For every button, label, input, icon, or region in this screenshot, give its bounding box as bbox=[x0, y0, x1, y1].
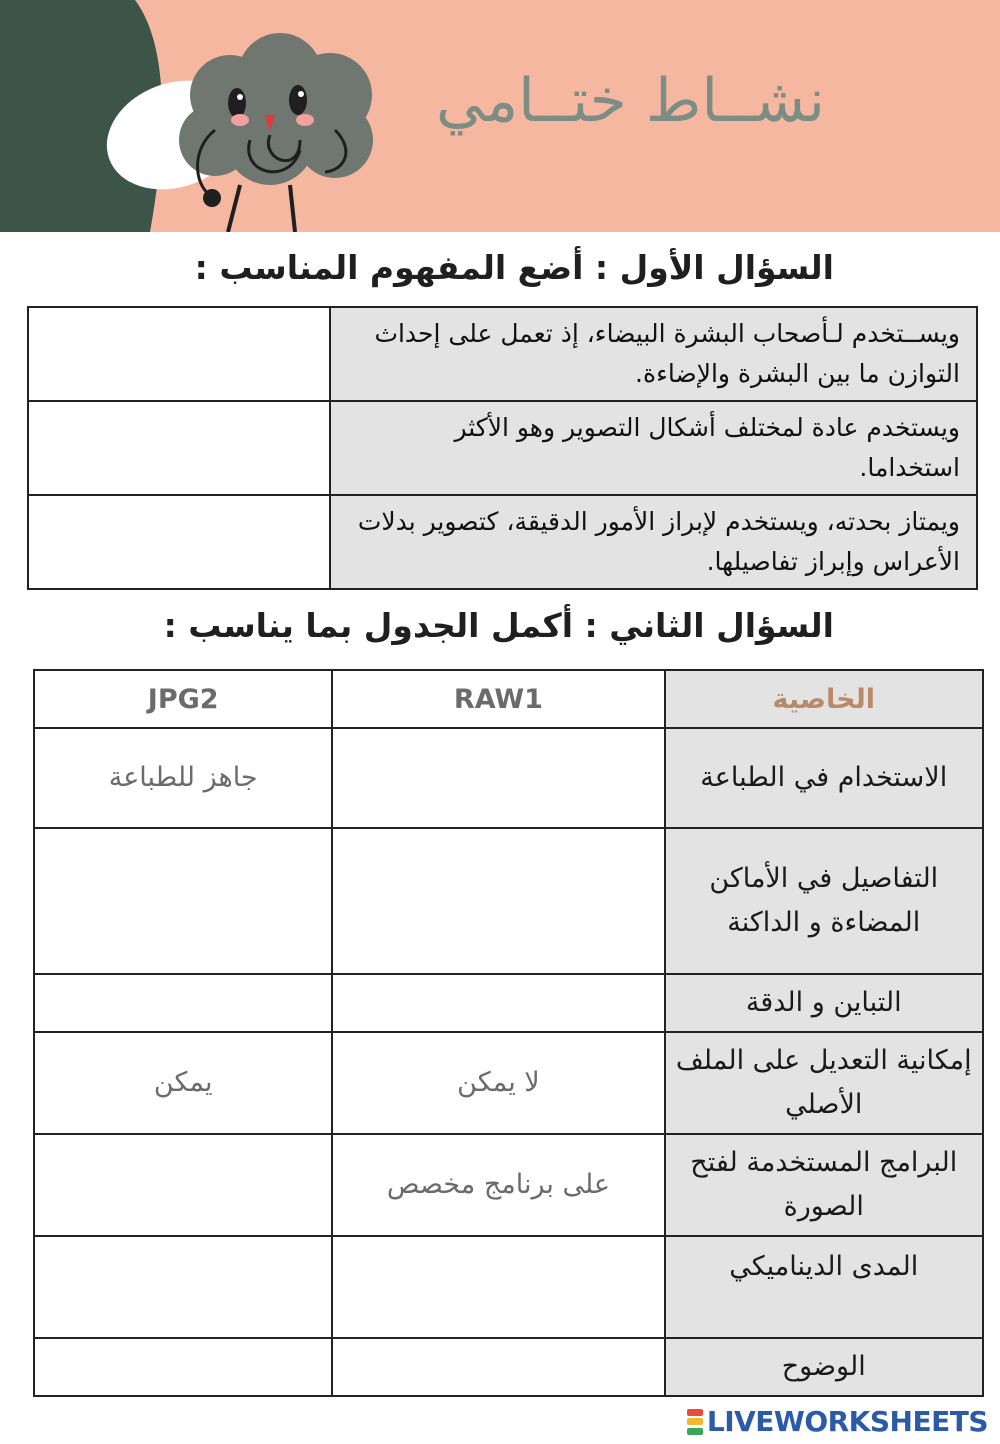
page-title: نشــاط ختــامي bbox=[435, 66, 825, 136]
raw-answer-cell[interactable]: لا يمكن bbox=[332, 1032, 664, 1134]
question2-table bbox=[33, 669, 984, 1397]
jpg-answer-cell[interactable] bbox=[34, 1134, 332, 1236]
definition-cell: ويمتاز بحدته، ويستخدم لإبراز الأمور الدقيقة، كتصوير بدلات الأعراس وإبراز تفاصيلها. bbox=[330, 495, 977, 589]
answer-input-cell[interactable] bbox=[28, 495, 330, 589]
raw-answer-cell[interactable] bbox=[332, 1236, 664, 1338]
definition-cell: ويســتخدم لـأصحاب البشرة البيضاء، إذ تعمل على إحداث التوازن ما بين البشرة والإضاءة. bbox=[330, 307, 977, 401]
raw-answer-cell[interactable] bbox=[332, 974, 664, 1032]
brand-name: LIVEWORKSHEETS bbox=[706, 1405, 988, 1438]
property-cell: التباين و الدقة bbox=[665, 974, 984, 1032]
liveworksheets-logo bbox=[687, 1405, 988, 1438]
table-row bbox=[34, 1338, 983, 1396]
question2-heading: السؤال الثاني : أكمل الجدول بما يناسب : bbox=[163, 606, 834, 645]
table-row bbox=[28, 495, 977, 589]
column-header-jpg: JPG2 bbox=[34, 670, 332, 728]
header-banner bbox=[0, 0, 1000, 232]
jpg-answer-cell[interactable]: يمكن bbox=[34, 1032, 332, 1134]
table-row bbox=[34, 974, 983, 1032]
raw-answer-cell[interactable] bbox=[332, 1338, 664, 1396]
table-row bbox=[34, 1032, 983, 1134]
question1-heading: السؤال الأول : أضع المفهوم المناسب : bbox=[194, 248, 834, 287]
property-cell: التفاصيل في الأماكن المضاءة و الداكنة bbox=[665, 828, 984, 974]
property-cell: الاستخدام في الطباعة bbox=[665, 728, 984, 828]
liveworksheets-icon bbox=[687, 1409, 703, 1435]
answer-input-cell[interactable] bbox=[28, 307, 330, 401]
definition-cell: ويستخدم عادة لمختلف أشكال التصوير وهو الأكثر استخداما. bbox=[330, 401, 977, 495]
raw-answer-cell[interactable] bbox=[332, 728, 664, 828]
raw-answer-cell[interactable]: على برنامج مخصص bbox=[332, 1134, 664, 1236]
property-cell: البرامج المستخدمة لفتح الصورة bbox=[665, 1134, 984, 1236]
property-cell: إمكانية التعديل على الملف الأصلي bbox=[665, 1032, 984, 1134]
table-row bbox=[34, 1134, 983, 1236]
question1-table bbox=[27, 306, 978, 590]
answer-input-cell[interactable] bbox=[28, 401, 330, 495]
table-row bbox=[28, 307, 977, 401]
table-row bbox=[28, 401, 977, 495]
jpg-answer-cell[interactable] bbox=[34, 828, 332, 974]
table-row bbox=[34, 1236, 983, 1338]
property-cell: الوضوح bbox=[665, 1338, 984, 1396]
column-header-raw: RAW1 bbox=[332, 670, 664, 728]
table-row bbox=[34, 728, 983, 828]
table-header-row bbox=[34, 670, 983, 728]
raw-answer-cell[interactable] bbox=[332, 828, 664, 974]
jpg-answer-cell[interactable] bbox=[34, 1338, 332, 1396]
column-header-property: الخاصية bbox=[665, 670, 984, 728]
jpg-answer-cell[interactable] bbox=[34, 1236, 332, 1338]
property-cell: المدى الديناميكي bbox=[665, 1236, 984, 1338]
jpg-answer-cell[interactable]: جاهز للطباعة bbox=[34, 728, 332, 828]
jpg-answer-cell[interactable] bbox=[34, 974, 332, 1032]
table-row bbox=[34, 828, 983, 974]
